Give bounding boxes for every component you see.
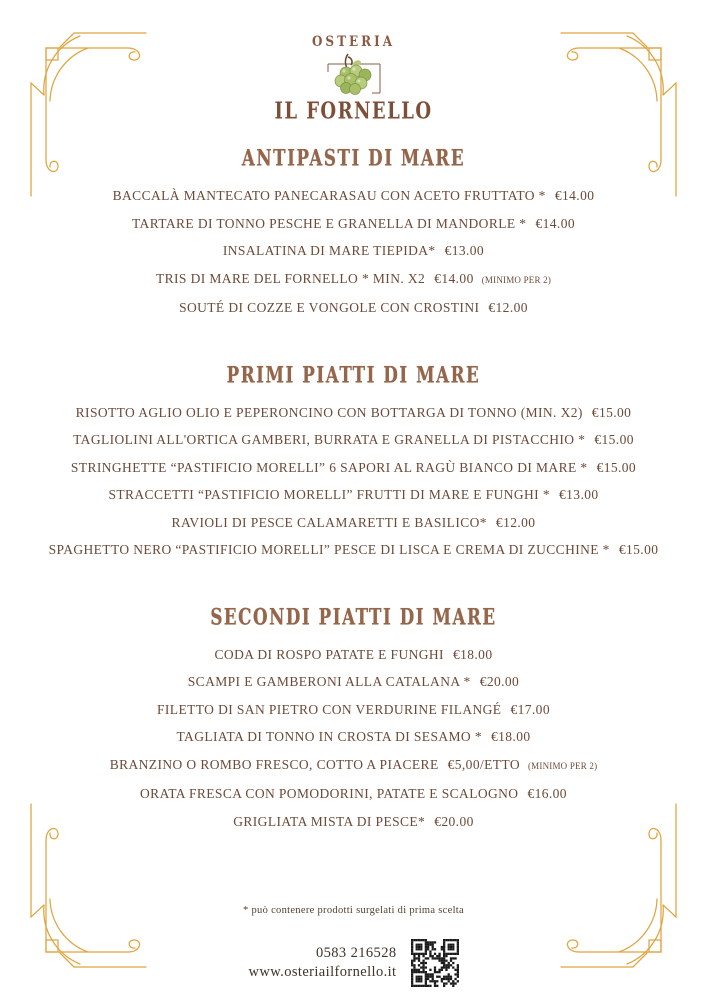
item-name: INSALATINA DI MARE TIEPIDA* [222, 243, 436, 258]
qr-code-image [411, 939, 459, 987]
item-name: ORATA FRESCA CON POMODORINI, PATATE E SCALOGNO [140, 786, 519, 801]
item-min-note: (MINIMO PER 2) [481, 274, 552, 285]
item-price: €15.00 [596, 459, 637, 475]
item-price: €14.00 [554, 188, 595, 203]
logo-fornello-text: IL FORNELLO [274, 97, 433, 125]
menu-item [0, 294, 707, 322]
menu-item [0, 426, 707, 454]
item-price: €12.00 [488, 300, 528, 315]
menu-item [0, 696, 707, 724]
menu-item [0, 182, 707, 210]
item-price: €15.00 [618, 542, 659, 557]
menu-item [0, 641, 707, 669]
menu-sections [0, 146, 707, 835]
menu-item [0, 536, 707, 564]
grapes-icon [318, 51, 390, 99]
logo-osteria-text: OSTERIA [311, 32, 396, 50]
menu-section [0, 362, 707, 564]
item-name: TRIS DI MARE DEL FORNELLO * MIN. X2 [155, 270, 426, 286]
menu-item [0, 399, 707, 427]
contact-block [0, 939, 707, 987]
menu-item-list [0, 399, 707, 564]
item-name: BRANZINO O ROMBO FRESCO, COTTO A PIACERE [109, 756, 439, 772]
section-title: SECONDI PIATTI DI MARE [210, 604, 497, 631]
item-name: STRINGHETTE “PASTIFICIO MORELLI” 6 SAPORI AL RAGÙ BIANCO DI MARE * [70, 459, 588, 475]
menu-item-list [0, 182, 707, 322]
menu-item [0, 210, 707, 238]
menu-item [0, 237, 707, 265]
item-price: €14.00 [434, 270, 474, 286]
item-price: €12.00 [495, 514, 536, 530]
website-link[interactable]: www.osteriailfornello.it [248, 964, 397, 980]
menu-section [0, 604, 707, 836]
menu-item [0, 481, 707, 509]
item-name: CODA DI ROSPO PATATE E FUNGHI [214, 646, 444, 662]
phone-number: 0583 216528 [315, 945, 397, 961]
item-name: TAGLIATA DI TONNO IN CROSTA DI SESAMO * [176, 729, 482, 744]
restaurant-logo [0, 32, 707, 125]
menu-item [0, 808, 707, 836]
menu-item [0, 780, 707, 808]
item-price: €20.00 [434, 813, 474, 829]
item-price: €15.00 [591, 404, 632, 420]
item-name: BACCALÀ MANTECATO PANECARASAU CON ACETO FRUTTATO * [112, 188, 546, 203]
menu-item-list [0, 641, 707, 836]
item-price: €18.00 [490, 729, 531, 744]
item-price: €18.00 [452, 646, 493, 662]
item-price: €16.00 [527, 786, 567, 801]
section-title: ANTIPASTI DI MARE [241, 146, 466, 172]
item-name: TAGLIOLINI ALL'ORTICA GAMBERI, BURRATA E GRANELLA DI PISTACCHIO * [73, 432, 586, 447]
item-price: €13.00 [444, 243, 485, 258]
menu-item [0, 454, 707, 482]
menu-item [0, 751, 707, 781]
item-name: RISOTTO AGLIO OLIO E PEPERONCINO CON BOTTARGA DI TONNO (MIN. X2) [75, 404, 583, 420]
item-name: TARTARE DI TONNO PESCHE E GRANELLA DI MANDORLE * [131, 215, 527, 231]
menu-item [0, 509, 707, 537]
item-name: RAVIOLI DI PESCE CALAMARETTI E BASILICO* [171, 514, 487, 530]
menu-item [0, 265, 707, 295]
item-name: STRACCETTI “PASTIFICIO MORELLI” FRUTTI DI MARE E FUNGHI * [108, 487, 550, 502]
menu-item [0, 723, 707, 751]
item-name: SOUTÉ DI COZZE E VONGOLE CON CROSTINI [179, 300, 480, 315]
item-price: €5,00/ETTO [447, 756, 520, 772]
item-price: €20.00 [479, 674, 520, 689]
item-name: SPAGHETTO NERO “PASTIFICIO MORELLI” PESCE DI LISCA E CREMA DI ZUCCHINE * [48, 542, 610, 557]
disclaimer-note: * può contenere prodotti surgelati di prima scelta [243, 905, 464, 916]
menu-section [0, 146, 707, 322]
item-name: FILETTO DI SAN PIETRO CON VERDURINE FILANGÉ [157, 701, 502, 717]
item-min-note: (MINIMO PER 2) [527, 760, 598, 771]
item-name: SCAMPI E GAMBERONI ALLA CATALANA * [187, 674, 471, 689]
item-name: GRIGLIATA MISTA DI PESCE* [233, 813, 426, 829]
item-price: €15.00 [594, 432, 634, 447]
section-title: PRIMI PIATTI DI MARE [226, 362, 481, 389]
item-price: €13.00 [559, 487, 599, 502]
item-price: €17.00 [510, 701, 550, 717]
item-price: €14.00 [535, 215, 575, 231]
menu-item [0, 668, 707, 696]
